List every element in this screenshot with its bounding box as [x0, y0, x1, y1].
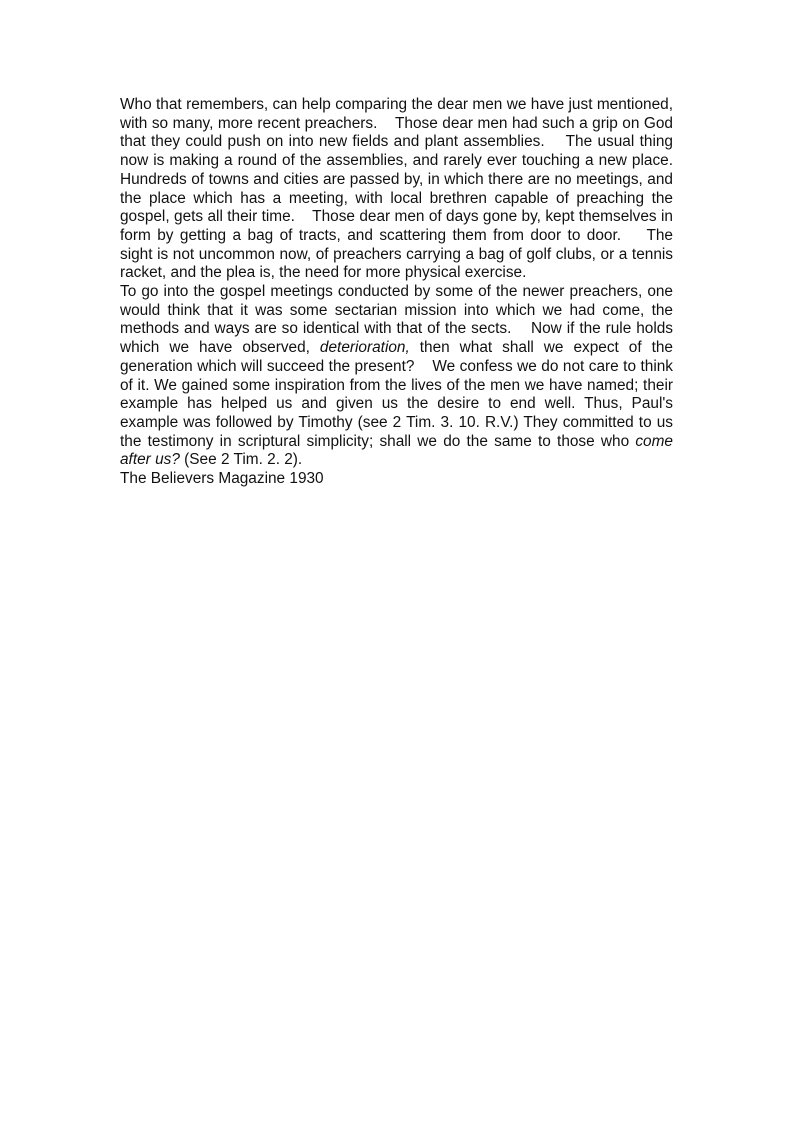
source-line: The Believers Magazine 1930 — [120, 470, 324, 488]
paragraph-2-text-2: then what shall we expect of the generation which will succeed the present? We confess we do not care to think of it. We gained some inspiration from the lives of the men we have named; their example has helped us and given us the desire to end well. Thus, Paul's example was followed by Timothy (see 2 Tim. 3. 10. R.V.) They committed to us the testimony in scriptural simplicity; shall we do the same to those who — [120, 339, 678, 450]
paragraph-1: Who that remembers, can help comparing the dear men we have just mentioned, with so many, more recent preachers. Those dear men had such a grip on God that they could push on into new fields and plant assemblies. The usual thing now is making a round of the assemblies, and rarely ever touching a new place. Hundreds of towns and cities are passed by, in which there are no meetings, and the place which has a meeting, with local brethren capable of preaching the gospel, gets all their time. Those dear men of days gone by, kept themselves in form by getting a bag of tracts, and scattering them from door to door. The sight is not uncommon now, of preachers carrying a bag of golf clubs, or a tennis racket, and the plea is, the need for more physical exercise. — [120, 96, 691, 282]
emphasis-come-after-us: come after us? — [120, 432, 678, 469]
document-page — [120, 96, 691, 489]
paragraph-2-text-3: (See 2 Tim. 2. 2). — [179, 451, 303, 469]
paragraph-2-text-1: To go into the gospel meetings conducted by some of the newer preachers, one would think that it was some sectarian mission into which we had come, the methods and ways are so identical with that of the sects. Now if the rule holds which we have observed, — [120, 283, 678, 357]
paragraph-2 — [120, 283, 678, 470]
emphasis-deterioration: deterioration, — [319, 339, 410, 357]
